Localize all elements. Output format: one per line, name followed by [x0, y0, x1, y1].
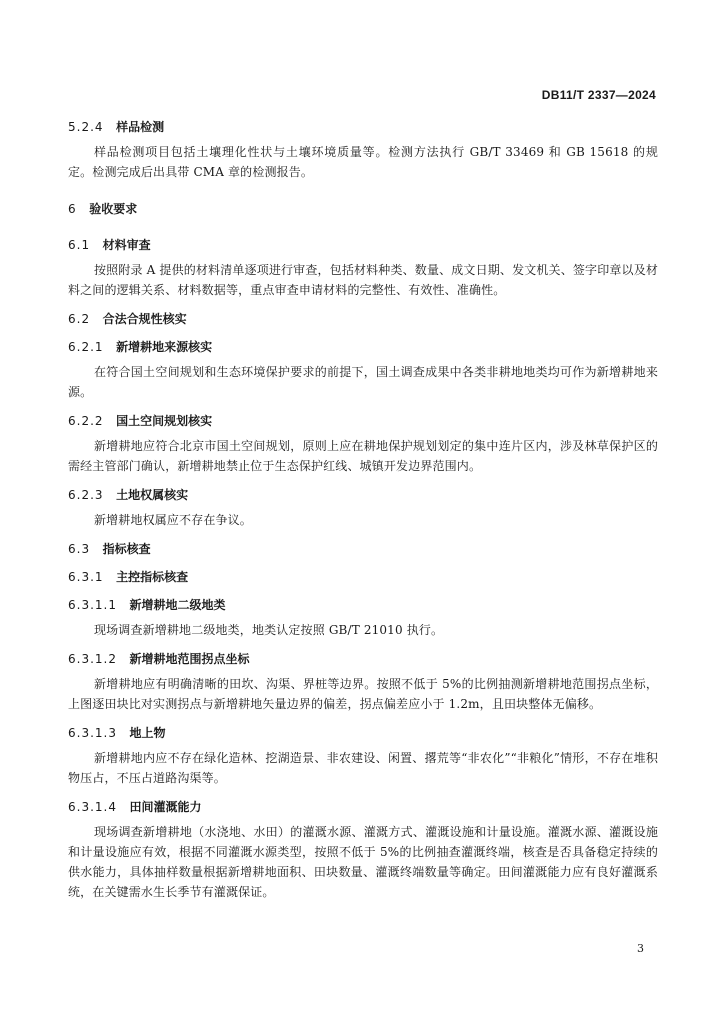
heading-6-2-1	[68, 338, 658, 356]
heading-title: 验收要求	[89, 202, 138, 216]
heading-title: 指标核查	[102, 542, 151, 556]
heading-6	[68, 200, 658, 218]
heading-number: 6.3.1.1	[68, 598, 117, 612]
heading-number: 6.3	[68, 542, 91, 556]
paragraph-6-2-1: 在符合国土空间规划和生态环境保护要求的前提下，国土调查成果中各类非耕地地类均可作为新增耕地来源。	[68, 365, 658, 399]
heading-title: 国土空间规划核实	[116, 414, 213, 428]
paragraph-5-2-4: 样品检测项目包括土壤理化性状与土壤环境质量等。检测方法执行 GB/T 33469 和 GB 15618 的规定。检测完成后出具带 CMA 章的检测报告。	[68, 145, 658, 179]
paragraph-6-3-1-2: 新增耕地应有明确清晰的田坎、沟渠、界桩等边界。按照不低于 5%的比例抽测新增耕地范围拐点坐标，上图逐田块比对实测拐点与新增耕地矢量边界的偏差，拐点偏差应小于 1.2m，且田块整体无偏移。	[68, 677, 658, 711]
paragraph-6-3-1-3: 新增耕地内应不存在绿化造林、挖湖造景、非农建设、闲置、撂荒等“非农化”“非粮化”情形，不存在堆积物压占，不压占道路沟渠等。	[68, 751, 658, 785]
heading-title: 土地权属核实	[116, 488, 189, 502]
paragraph-6-2-2: 新增耕地应符合北京市国土空间规划，原则上应在耕地保护规划划定的集中连片区内，涉及林草保护区的需经主管部门确认，新增耕地禁止位于生态保护红线、城镇开发边界范围内。	[68, 439, 658, 473]
heading-title: 样品检测	[116, 120, 165, 134]
heading-5-2-4	[68, 118, 658, 136]
heading-number: 6.3.1	[68, 570, 104, 584]
heading-6-3	[68, 540, 658, 558]
paragraph-6-3-1-1: 现场调查新增耕地二级地类，地类认定按照 GB/T 21010 执行。	[94, 623, 444, 637]
heading-number: 6.2.1	[68, 340, 104, 354]
heading-title: 新增耕地来源核实	[116, 340, 213, 354]
heading-6-3-1	[68, 568, 658, 586]
heading-6-3-1-4	[68, 798, 658, 816]
page-number: 3	[637, 942, 644, 955]
document-id: DB11/T 2337—2024	[541, 88, 656, 102]
paragraph-6-1: 按照附录 A 提供的材料清单逐项进行审查，包括材料种类、数量、成文日期、发文机关、签字印章以及材料之间的逻辑关系、材料数据等，重点审查申请材料的完整性、有效性、准确性。	[68, 263, 658, 297]
heading-number: 5.2.4	[68, 120, 104, 134]
heading-number: 6.2	[68, 312, 91, 326]
heading-title: 主控指标核查	[116, 570, 189, 584]
heading-title: 合法合规性核实	[102, 312, 187, 326]
heading-6-3-1-2	[68, 650, 658, 668]
heading-number: 6.2.3	[68, 488, 104, 502]
heading-number: 6.2.2	[68, 414, 104, 428]
heading-number: 6.3.1.2	[68, 652, 117, 666]
heading-title: 地上物	[129, 726, 166, 740]
heading-6-1	[68, 236, 658, 254]
heading-title: 新增耕地二级地类	[129, 598, 226, 612]
heading-number: 6.3.1.3	[68, 726, 117, 740]
heading-number: 6	[68, 202, 77, 216]
heading-number: 6.1	[68, 238, 91, 252]
heading-title: 新增耕地范围拐点坐标	[129, 652, 250, 666]
heading-title: 材料审查	[102, 238, 151, 252]
paragraph-6-3-1-4: 现场调查新增耕地（水浇地、水田）的灌溉水源、灌溉方式、灌溉设施和计量设施。灌溉水源、灌溉设施和计量设施应有效，根据不同灌溉水源类型，按照不低于 5%的比例抽查灌溉终端，核查是否具备稳定持续的供水能力，具体抽样数量根据新增耕地面积、田块数量、灌溉终端数量等确定。田间灌溉能力应有良好灌溉系统，在关键需水生长季节有灌溉保证。	[68, 825, 658, 899]
heading-title: 田间灌溉能力	[129, 800, 202, 814]
document-body	[68, 118, 658, 902]
heading-6-2-2	[68, 412, 658, 430]
heading-6-3-1-3	[68, 724, 658, 742]
heading-6-2	[68, 310, 658, 328]
heading-6-2-3	[68, 486, 658, 504]
paragraph-6-2-3: 新增耕地权属应不存在争议。	[94, 513, 252, 527]
heading-number: 6.3.1.4	[68, 800, 117, 814]
heading-6-3-1-1	[68, 596, 658, 614]
